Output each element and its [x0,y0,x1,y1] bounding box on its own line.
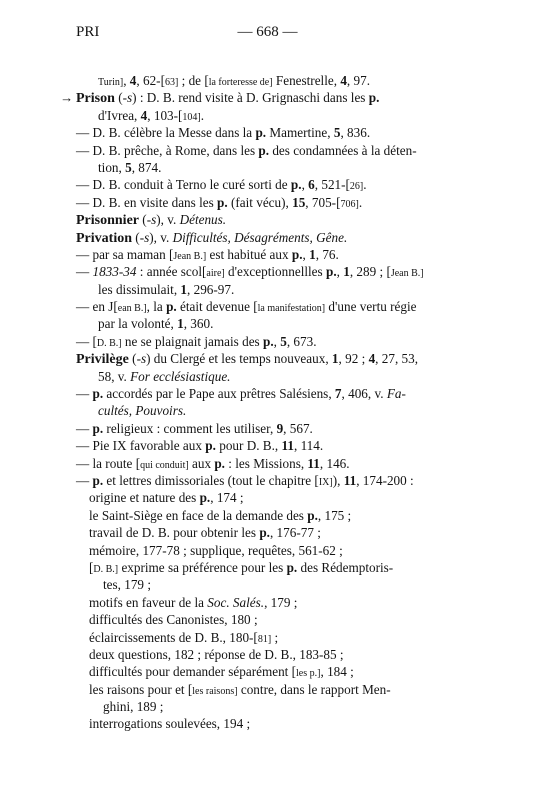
index-text-segment: p. [290,177,302,193]
index-text-segment: ) : D. B. rend visite à D. Grignaschi dans les [132,90,369,106]
index-column [60,72,469,733]
index-text-segment: 1 [180,281,188,297]
index-text-segment: ; de [ [178,73,209,88]
index-text-segment: difficultés pour demander séparément [ [89,664,297,680]
index-text-segment: interrogations soulevées, 194 ; [89,716,251,732]
index-text-segment: cultés, Pouvoirs. [98,403,187,419]
index-text-segment: des Rédemptoris- [297,559,394,575]
index-line [76,681,469,698]
index-text-segment: Privilège [76,352,129,368]
index-text-segment: 15 [292,194,306,210]
index-text-segment: — [76,472,93,488]
index-text-segment: (fait vécu), [227,194,293,210]
index-text-segment: [ [89,559,94,575]
index-text-segment: — [76,420,93,436]
index-line [76,402,469,419]
index-text-segment: 4 [368,351,376,367]
index-text-segment: — [ [76,333,97,349]
index-text-segment: — par sa maman [ [76,246,174,262]
index-line [76,472,469,489]
index-text-segment: : année scol[ [136,264,207,280]
index-line [76,437,469,454]
index-text-segment: , 673. [286,333,317,349]
index-line [76,576,469,593]
index-text-segment: — la route [ [76,455,141,471]
index-text-segment: — en J[ [76,299,118,315]
index-line [76,715,469,732]
index-line [76,489,469,506]
index-text-segment: , la [146,299,167,315]
index-text-segment: (- [139,212,152,228]
index-text-segment: D. B.] [93,563,119,575]
index-text-segment: ean B.] [117,303,147,315]
index-text-segment: p. [92,386,104,402]
index-text-segment: 4 [340,73,347,88]
index-text-segment: , 521-[ [314,177,350,193]
index-text-segment: — [76,264,93,280]
index-text-segment: (- [114,90,127,106]
index-line [60,89,469,107]
index-text-segment: est habitué aux [206,246,292,262]
index-text-segment: ), [332,472,344,488]
index-text-segment: 58, v. [98,368,131,384]
index-text-segment: 4 [129,73,137,88]
index-text-segment: Turin] [98,77,124,88]
index-text-segment: aire] [206,268,225,280]
index-text-segment: p. [166,299,177,315]
index-text-segment: 4 [140,107,148,123]
index-line [76,368,469,385]
index-text-segment: 5 [125,159,132,175]
index-line [76,559,469,576]
index-line [76,159,469,176]
index-text-segment: — D. B. prêche, à Rome, dans les [76,142,259,158]
index-text-segment: , 179 ; [264,594,298,610]
index-text-segment: , 175 ; [317,507,352,523]
index-text-segment: p. [199,490,211,506]
index-text-segment: p. [291,246,303,262]
index-text-segment: 11 [307,455,320,471]
index-text-segment: IX] [318,476,333,488]
index-text-segment: p. [205,438,216,454]
index-line [76,524,469,541]
index-line [76,298,469,315]
index-text-segment: 1 [309,246,316,262]
index-line [76,350,469,367]
index-text-segment: , 174-200 : [356,472,414,488]
index-text-segment: , 92 ; [338,351,369,367]
index-text-segment: par la volonté, [98,316,178,332]
index-text-segment: p. [258,142,270,158]
index-text-segment: , [336,264,344,280]
index-text-segment: s [126,90,133,106]
index-line [76,455,469,472]
index-text-segment: les dissimulait, [98,281,181,297]
index-text-segment: ; [271,629,279,645]
index-text-segment: , 184 ; [320,664,354,680]
index-text-segment: , [301,177,309,193]
index-text-segment: ghini, 189 ; [103,699,164,715]
index-text-segment: , [123,73,130,88]
index-text-segment: 1 [343,264,350,280]
index-text-segment: p. [325,264,337,280]
index-line [76,420,469,437]
index-text-segment: 63] [164,77,179,88]
index-line [76,594,469,611]
index-text-segment: . [358,194,363,210]
index-text-segment: religieux : comment les utiliser, [103,420,277,436]
index-text-segment: les p.] [296,668,321,680]
index-text-segment: ), v. [149,229,173,245]
index-text-segment: , 874. [131,159,162,175]
index-line [76,194,469,211]
index-text-segment: ) du Clergé et les temps nouveaux, [146,351,332,367]
index-text-segment: éclaircissements de D. B., 180-[ [89,629,258,645]
index-text-segment: 1 [177,316,184,332]
index-text-segment: , 114. [293,438,324,454]
index-text-segment: p. [259,525,270,541]
index-text-segment: des condamnées à la déten- [269,142,417,158]
index-text-segment: p. [92,472,104,488]
index-line [76,263,469,280]
index-text-segment: Mamertine, [266,125,334,141]
index-text-segment: tes, 179 ; [103,577,151,593]
index-text-segment: , 174 ; [210,490,244,506]
index-line [76,107,469,124]
index-text-segment: Fa- [386,386,406,402]
index-text-segment: , 97. [346,73,370,88]
index-text-segment: 9 [276,420,284,436]
index-text-segment: qui conduit] [140,459,189,471]
index-text-segment: , 289 ; [ [349,264,391,280]
index-text-segment: 26] [349,181,364,193]
index-line [76,142,469,159]
index-text-segment: difficultés des Canonistes, 180 ; [89,612,258,628]
index-text-segment: les raisons pour et [ [89,681,193,697]
index-text-segment: 7 [334,386,342,402]
index-text-segment: p. [255,125,267,141]
index-text-segment: Jean B.] [173,250,207,262]
arrow-right-icon: → [60,90,74,106]
index-line [76,646,469,663]
index-text-segment: la forteresse de] [208,77,273,88]
index-text-segment: mémoire, 177-78 ; supplique, requêtes, 561-62 ; [89,542,343,558]
index-line [76,281,469,298]
index-text-segment: les raisons] [192,685,238,697]
index-line [76,611,469,628]
index-line [76,246,469,263]
index-text-segment: — Pie IX favorable aux [76,438,206,454]
index-line [76,229,469,246]
index-text-segment: p. [286,559,298,575]
index-text-segment: contre, dans le rapport Men- [237,681,391,697]
index-line [76,542,469,559]
index-text-segment: tion, [98,159,126,175]
index-text-segment: (- [132,229,145,245]
index-text-segment: (- [128,351,141,367]
index-text-segment: était devenue [ [176,299,258,315]
index-text-segment: D. B.] [96,337,122,349]
index-text-segment: Prisonnier [76,213,139,229]
index-text-segment: 81] [257,633,272,645]
index-line [76,315,469,332]
index-text-segment: p. [217,194,228,210]
index-text-segment: aux [188,455,215,471]
index-text-segment: , 146. [319,455,350,471]
index-text-segment: p. [368,90,380,106]
page-number: — 668 — [237,24,298,40]
index-text-segment: 1 [331,351,339,367]
index-text-segment: s [151,212,157,228]
index-text-segment: 11 [343,472,357,488]
index-text-segment: For ecclésiastique. [130,368,231,384]
index-text-segment: la manifestation] [257,303,326,315]
index-text-segment: p. [214,455,225,471]
index-text-segment: accordés par le Pape aux prêtres Salésiens, [103,386,335,402]
index-text-segment: , [273,333,281,349]
index-line [76,176,469,193]
index-text-segment: s [144,229,150,245]
index-line [76,629,469,646]
index-text-segment: , 567. [283,420,313,436]
index-text-segment: , 705-[ [305,194,341,210]
page-header [76,24,459,44]
index-text-segment: , 76. [315,246,339,262]
index-line [76,663,469,680]
index-text-segment: 104] [182,111,201,123]
index-text-segment: , 406, v. [341,386,387,402]
index-text-segment: — D. B. célèbre la Messe dans la [76,125,256,141]
index-line [76,72,469,89]
index-text-segment: Privation [76,230,132,246]
index-text-segment: le Saint-Siège en face de la demande des [89,507,308,523]
index-text-segment: — [76,386,93,402]
index-text-segment: Jean B.] [390,268,424,280]
index-text-segment: 11 [281,438,294,454]
index-text-segment: d'Ivrea, [98,107,141,123]
index-text-segment: s [140,351,147,367]
index-text-segment: : les Missions, [224,455,308,471]
index-text-segment: , 176-77 ; [269,525,321,541]
index-text-segment: , 296-97. [187,281,235,297]
running-head: PRI [76,24,100,40]
index-text-segment: ne se plaignait jamais des [121,333,263,349]
index-text-segment: motifs en faveur de la [89,594,208,610]
index-text-segment: , 836. [340,125,371,141]
index-text-segment: — D. B. en visite dans les [76,194,218,210]
index-text-segment: d'une vertu régie [325,299,417,315]
index-line [76,333,469,350]
index-line [76,698,469,715]
index-text-segment: 5 [333,125,341,141]
index-text-segment: . [363,177,367,193]
index-text-segment: ), v. [156,212,180,228]
index-line [76,124,469,141]
index-text-segment: Prison [76,91,115,107]
index-text-segment: Difficultés, Désagréments, Gêne. [172,229,348,245]
index-text-segment: p. [263,333,274,349]
index-text-segment: . [200,107,205,123]
index-text-segment: 6 [308,177,315,193]
index-text-segment: p. [307,507,318,523]
index-text-segment: — D. B. conduit à Terno le curé sorti de [76,177,291,193]
index-text-segment: Fenestrelle, [272,73,341,88]
index-text-segment: , 27, 53, [375,351,419,367]
index-text-segment: , 103-[ [147,107,183,123]
index-text-segment: Détenus. [179,212,227,228]
index-line [76,385,469,402]
index-text-segment: 1833-34 [92,264,137,280]
index-text-segment: deux questions, 182 ; réponse de D. B., 183-85 ; [89,646,344,662]
index-text-segment: p. [92,420,104,436]
index-text-segment: , 360. [183,316,214,332]
index-line [76,211,469,228]
index-text-segment: origine et nature des [89,490,200,506]
index-text-segment: exprime sa préférence pour les [118,559,287,575]
index-text-segment: travail de D. B. pour obtenir les [89,525,260,541]
index-text-segment: 706] [340,198,359,210]
index-text-segment: pour D. B., [215,438,282,454]
index-text-segment: Soc. Salés. [207,594,265,610]
index-text-segment: et lettres dimissoriales (tout le chapitre [ [103,472,319,488]
index-line [76,507,469,524]
index-text-segment: , [302,246,310,262]
index-text-segment: , 62-[ [136,73,165,88]
index-text-segment: d'exceptionnellles [224,264,326,280]
index-text-segment: 5 [280,333,287,349]
